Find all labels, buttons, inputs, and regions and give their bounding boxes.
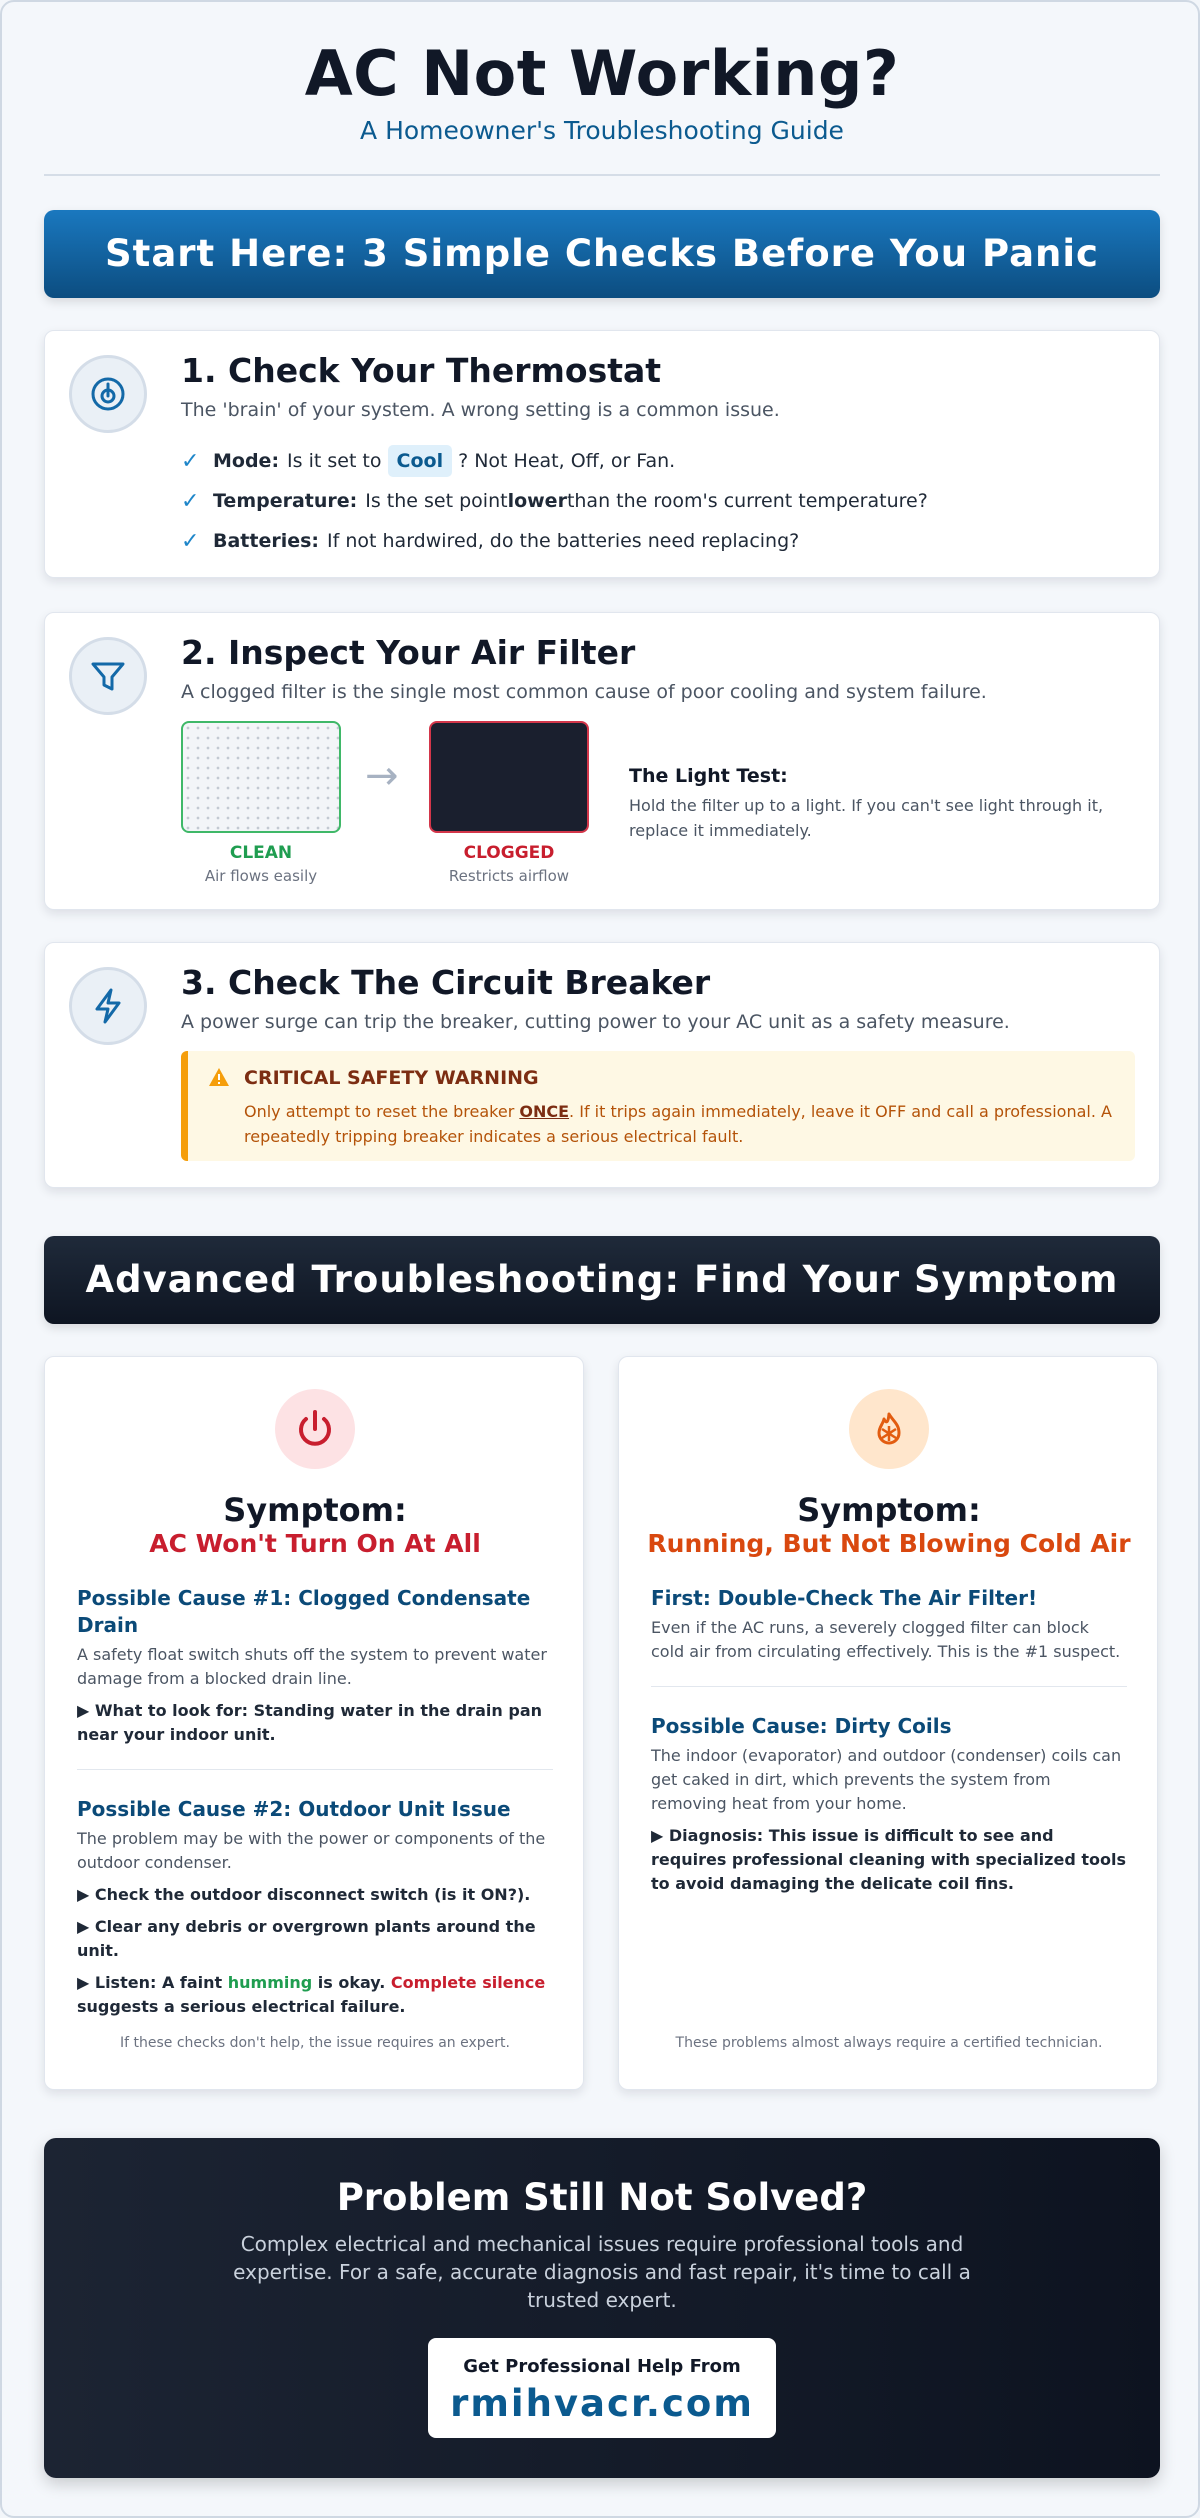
check-text: If not hardwired, do the batteries need replacing? [327, 530, 800, 552]
thermostat-checklist [181, 441, 928, 561]
card-description: A power surge can trip the breaker, cutting power to your AC unit as a safety measure. [181, 1011, 1010, 1033]
checkmark-icon: ✓ [181, 488, 200, 514]
section-banner-advanced: Advanced Troubleshooting: Find Your Symptom [44, 1236, 1160, 1324]
thermostat-icon [69, 355, 147, 433]
check-emphasis: lower [507, 490, 567, 512]
header-divider [44, 174, 1160, 176]
page-title: AC Not Working? [304, 37, 900, 110]
card-thermostat [44, 330, 1160, 578]
cause-title: Possible Cause #2: Outdoor Unit Issue [77, 1797, 511, 1821]
humming-text: humming [227, 1973, 313, 1992]
clogged-sublabel: Restricts airflow [448, 867, 570, 885]
cause-text: The indoor (evaporator) and outdoor (condenser) coils can get caked in dirt, which prevents the system from removing heat from your home. [651, 1746, 1122, 1813]
card-circuit-breaker [44, 942, 1160, 1188]
symptom-card-no-cold-air [618, 1356, 1158, 2090]
safety-warning [181, 1051, 1135, 1161]
check-label: Batteries: [213, 530, 320, 552]
cause-point: ▶ Check the outdoor disconnect switch (is it ON?). [77, 1885, 531, 1904]
check-label: Temperature: [213, 490, 358, 512]
clogged-label: CLOGGED [463, 843, 555, 863]
arrow-right-icon: → [365, 753, 399, 799]
content-divider [77, 1769, 553, 1770]
symptom-footer: If these checks don't help, the issue requires an expert. [120, 2035, 510, 2051]
check-text: Is it set to [287, 450, 382, 472]
check-item-temperature [181, 481, 928, 521]
listen-text: suggests a serious electrical failure. [77, 1997, 406, 2016]
cause-point: ▶ Diagnosis: This issue is difficult to see and requires professional cleaning with specialized tools to avoid damaging the delicate coil fins. [651, 1826, 1126, 1893]
cause-title: First: Double-Check The Air Filter! [651, 1586, 1038, 1610]
cause-point: ▶ What to look for: Standing water in the drain pan near your indoor unit. [77, 1701, 543, 1744]
checkmark-icon: ✓ [181, 448, 200, 474]
website-link[interactable]: rmihvacr.com [450, 2382, 754, 2425]
light-test-text: Hold the filter up to a light. If you can't see light through it, replace it immediately. [629, 796, 1104, 840]
warning-emphasis: ONCE [519, 1102, 570, 1121]
lightning-icon [69, 967, 147, 1045]
symptom-heading: Symptom: [223, 1491, 407, 1529]
symptom-name: AC Won't Turn On At All [149, 1529, 481, 1558]
fire-icon [849, 1389, 929, 1469]
cause-text: Even if the AC runs, a severely clogged filter can block cold air from circulating effectively. This is the #1 suspect. [651, 1618, 1121, 1661]
clean-filter-illustration [181, 721, 341, 833]
listen-point [77, 1971, 553, 2019]
cta-text: Complex electrical and mechanical issues require professional tools and expertise. For a safe, accurate diagnosis and fast repair, it's time to call a trusted expert. [233, 2232, 971, 2312]
checkmark-icon: ✓ [181, 528, 200, 554]
card-title: 3. Check The Circuit Breaker [181, 963, 711, 1002]
check-label: Mode: [213, 450, 280, 472]
section-banner-basic: Start Here: 3 Simple Checks Before You Panic [44, 210, 1160, 298]
card-title: 2. Inspect Your Air Filter [181, 633, 636, 672]
check-text: Is the set point [365, 490, 508, 512]
funnel-icon [69, 637, 147, 715]
cause-point: ▶ Clear any debris or overgrown plants around the unit. [77, 1917, 536, 1960]
cta-title: Problem Still Not Solved? [336, 2176, 868, 2219]
content-divider [651, 1686, 1127, 1687]
card-description: A clogged filter is the single most common cause of poor cooling and system failure. [181, 681, 987, 703]
cause-title: Possible Cause #1: Clogged Condensate Drain [77, 1586, 531, 1637]
light-test-title: The Light Test: [629, 765, 788, 787]
warning-icon [208, 1067, 230, 1091]
check-item-mode [181, 441, 928, 481]
check-text: ? Not Heat, Off, or Fan. [458, 450, 676, 472]
check-text: than the room's current temperature? [566, 490, 928, 512]
page-header [2, 38, 1200, 145]
silence-text: Complete silence [390, 1973, 546, 1992]
page-subtitle: A Homeowner's Troubleshooting Guide [360, 116, 844, 145]
professional-help-button[interactable] [428, 2338, 776, 2438]
symptom-content [651, 1585, 1127, 1896]
warning-text [244, 1099, 1124, 1149]
symptom-footer: These problems almost always require a certified technician. [675, 2035, 1103, 2051]
symptom-heading: Symptom: [797, 1491, 981, 1529]
clean-sublabel: Air flows easily [204, 867, 318, 885]
listen-text: is okay. [317, 1973, 386, 1992]
mode-pill: Cool [388, 445, 453, 477]
clogged-filter-illustration [429, 721, 589, 833]
cause-title: Possible Cause: Dirty Coils [651, 1714, 952, 1738]
cause-text: A safety float switch shuts off the system to prevent water damage from a blocked drain line. [77, 1645, 547, 1688]
card-title: 1. Check Your Thermostat [181, 351, 662, 390]
call-to-action [44, 2138, 1160, 2478]
card-air-filter [44, 612, 1160, 910]
cause-text: The problem may be with the power or components of the outdoor condenser. [77, 1829, 546, 1872]
power-icon [275, 1389, 355, 1469]
symptom-card-no-power [44, 1356, 584, 2090]
clean-label: CLEAN [229, 843, 293, 863]
warning-text-pre: Only attempt to reset the breaker [244, 1102, 515, 1121]
button-label: Get Professional Help From [463, 2356, 741, 2377]
symptom-name: Running, But Not Blowing Cold Air [647, 1529, 1131, 1558]
warning-text-post: . If it trips again immediately, leave it OFF and call a professional. A repeatedly tripping breaker indicates a serious electrical fault. [244, 1102, 1112, 1146]
check-item-batteries [181, 521, 928, 561]
card-description: The 'brain' of your system. A wrong setting is a common issue. [181, 399, 780, 421]
symptom-content [77, 1585, 553, 2019]
listen-text: ▶ Listen: A faint [77, 1973, 223, 1992]
warning-title: CRITICAL SAFETY WARNING [244, 1067, 539, 1089]
